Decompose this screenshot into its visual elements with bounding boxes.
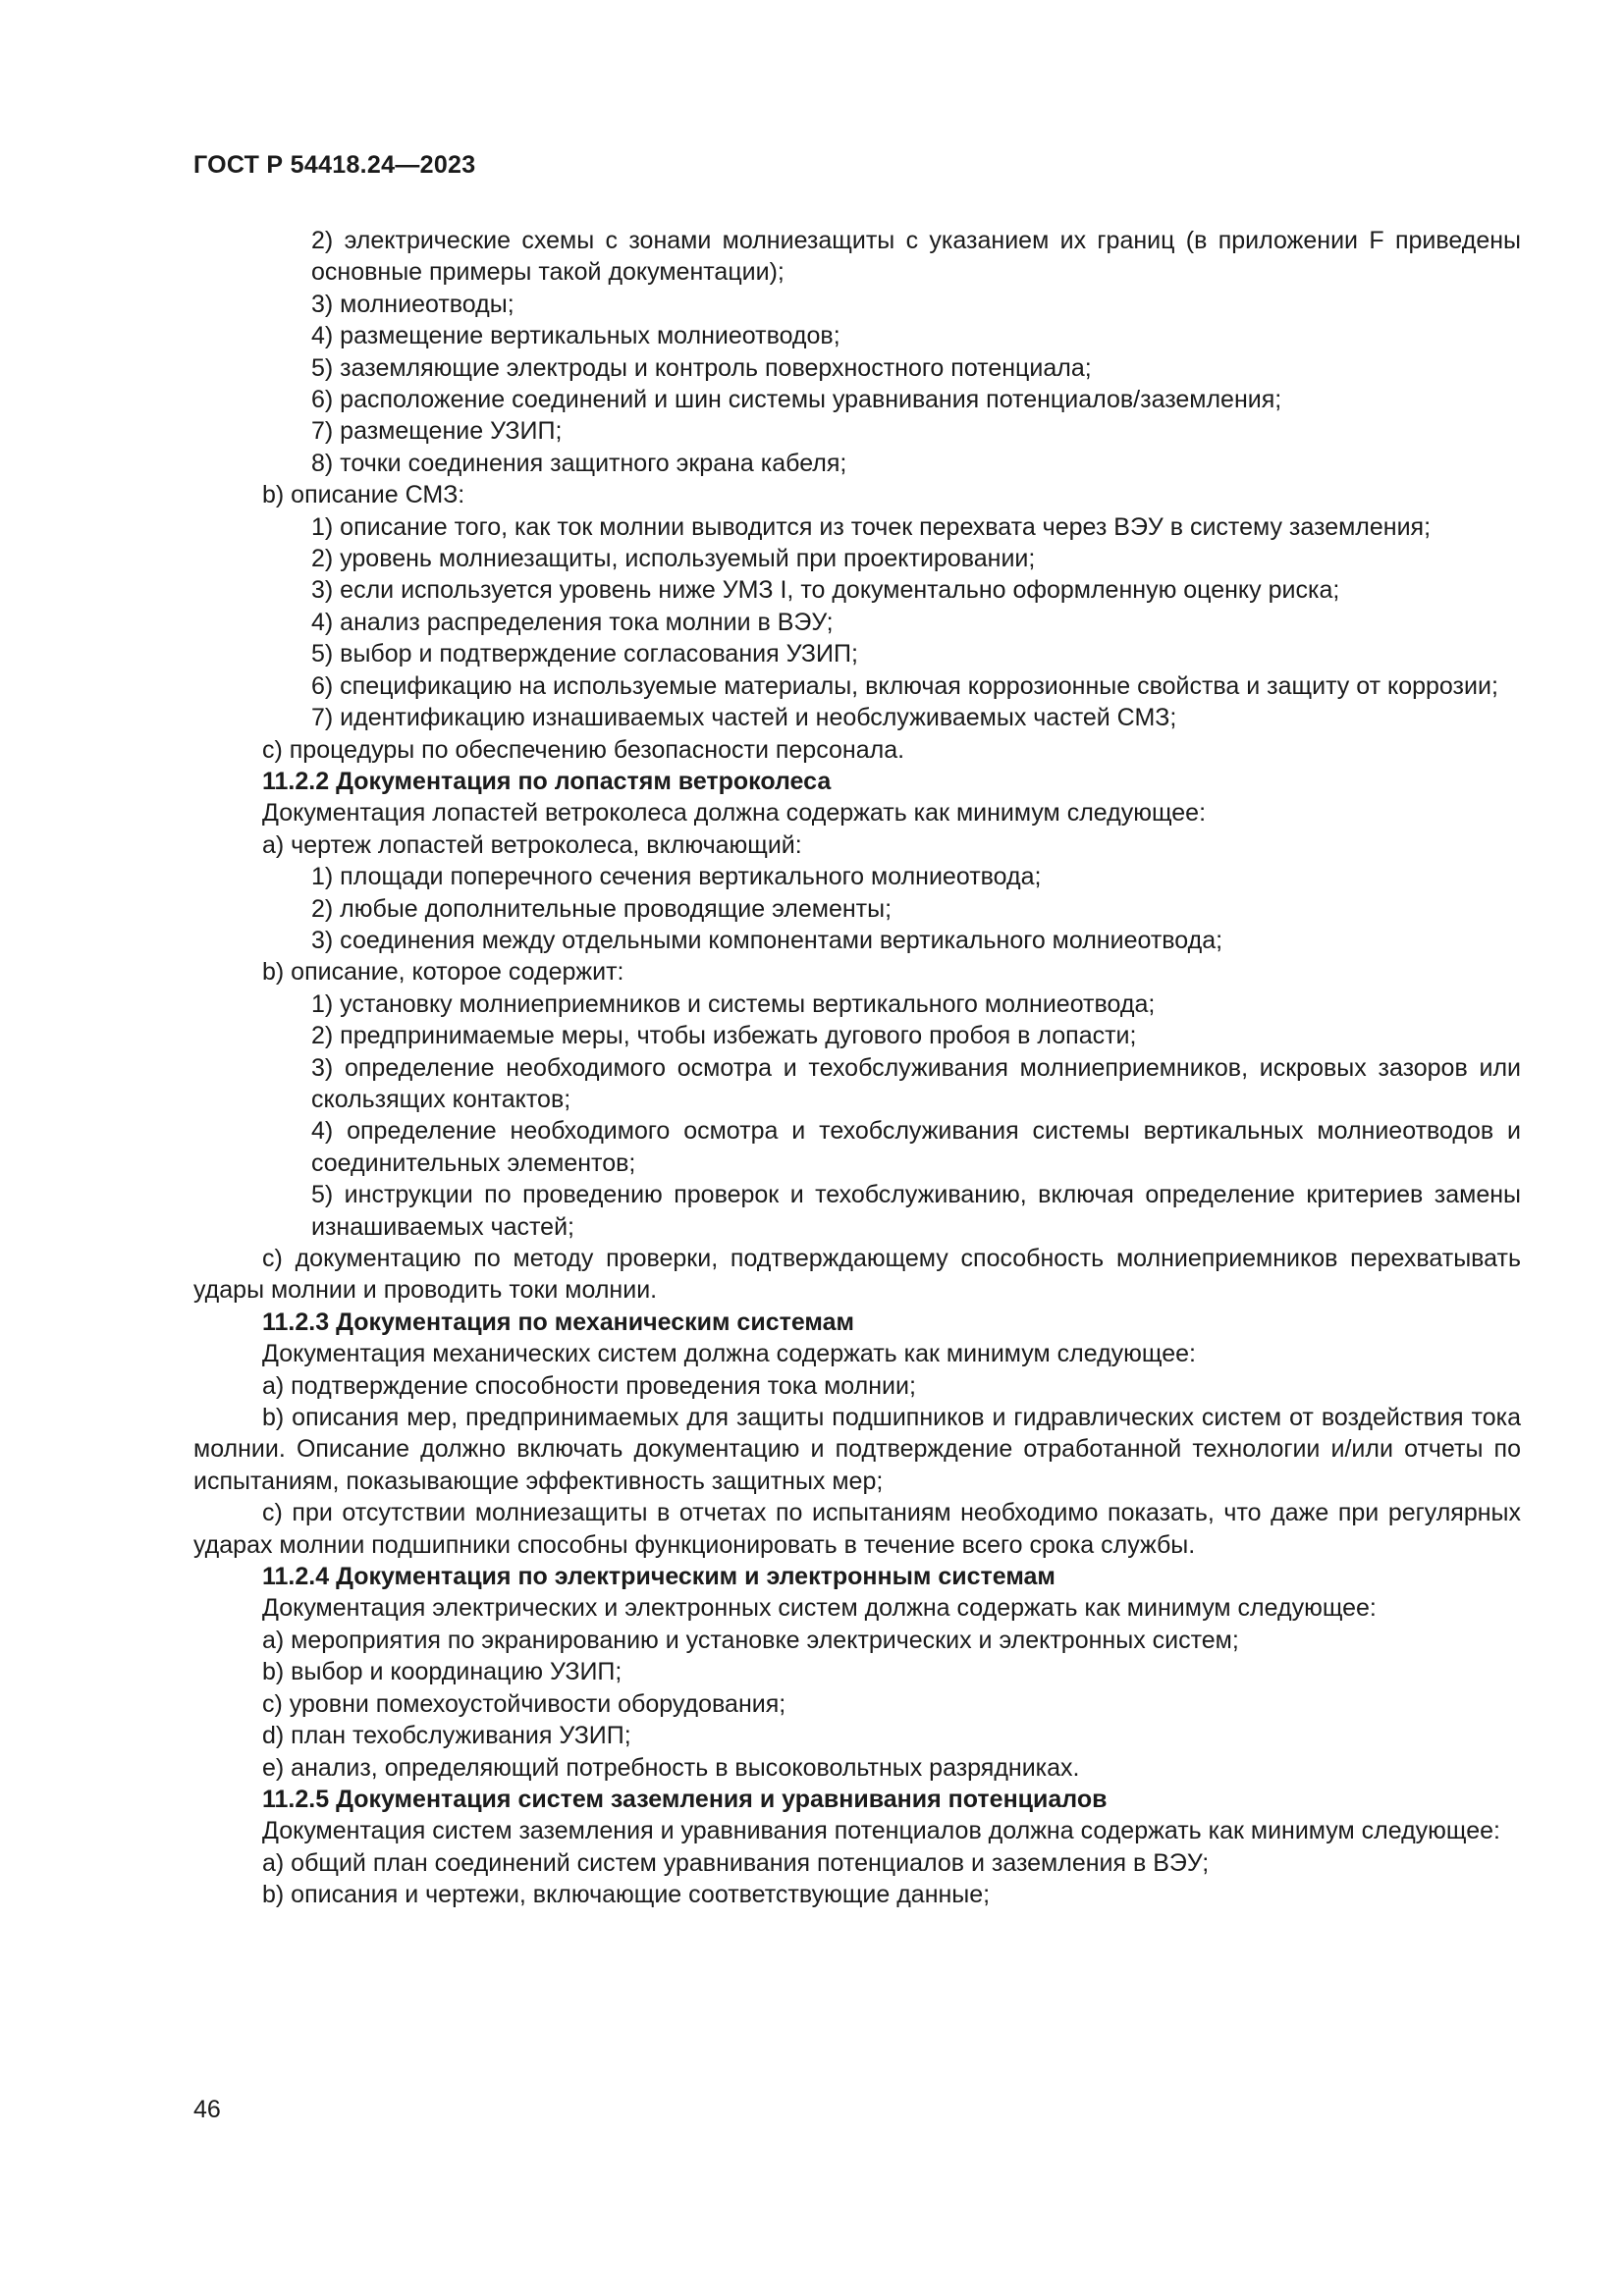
paragraph: с) процедуры по обеспечению безопасности персонала.: [262, 735, 905, 764]
document-body: [193, 225, 1521, 1911]
paragraph: 3) определение необходимого осмотра и техобслуживания молниеприемников, искровых зазоров или скользящих контактов;: [311, 1053, 1521, 1113]
paragraph: 3) соединения между отдельными компонентами вертикального молниеотвода;: [311, 926, 1223, 954]
paragraph: b) описания мер, предпринимаемых для защиты подшипников и гидравлических систем от воздействия тока молнии. Описание должно включать документацию и подтверждение отработанной технологии и/или отчеты по испытаниям, показывающие эффективность защитных мер;: [193, 1404, 1521, 1495]
paragraph: а) мероприятия по экранированию и установке электрических и электронных систем;: [262, 1626, 1239, 1654]
paragraph: Документация электрических и электронных систем должна содержать как минимум следующее:: [262, 1594, 1377, 1623]
paragraph: 2) электрические схемы с зонами молниезащиты с указанием их границ (в приложении F приведены основные примеры такой документации);: [311, 227, 1521, 287]
paragraph: с) документацию по методу проверки, подтверждающему способность молниеприемников перехватывать удары молнии и проводить токи молнии.: [193, 1245, 1521, 1305]
paragraph: 1) установку молниеприемников и системы вертикального молниеотвода;: [311, 989, 1156, 1018]
paragraph: Документация систем заземления и уравнивания потенциалов должна содержать как минимум следующее:: [262, 1817, 1500, 1845]
section-heading: 11.2.3 Документация по механическим системам: [262, 1308, 854, 1336]
paragraph: b) выбор и координацию УЗИП;: [262, 1658, 623, 1686]
paragraph: е) анализ, определяющий потребность в высоковольтных разрядниках.: [262, 1753, 1080, 1782]
paragraph: 2) предпринимаемые меры, чтобы избежать дугового пробоя в лопасти;: [311, 1022, 1137, 1050]
paragraph: 3) если используется уровень ниже УМЗ I, то документально оформленную оценку риска;: [311, 576, 1340, 605]
paragraph: с) уровни помехоустойчивости оборудования;: [262, 1689, 786, 1718]
paragraph: с) при отсутствии молниезащиты в отчетах по испытаниям необходимо показать, что даже при регулярных ударах молнии подшипники способны функционировать в течение всего срока службы.: [193, 1499, 1521, 1559]
page-number: 46: [193, 2096, 221, 2123]
paragraph: 5) заземляющие электроды и контроль поверхностного потенциала;: [311, 353, 1092, 382]
paragraph: 4) размещение вертикальных молниеотводов;: [311, 322, 840, 350]
paragraph: b) описания и чертежи, включающие соответствующие данные;: [262, 1881, 991, 1909]
paragraph: 5) выбор и подтверждение согласования УЗИП;: [311, 640, 858, 668]
document-header: ГОСТ Р 54418.24—2023: [193, 151, 476, 179]
paragraph: b) описание СМЗ:: [262, 481, 465, 509]
paragraph: 3) молниеотводы;: [311, 290, 514, 318]
section-heading: 11.2.5 Документация систем заземления и уравнивания потенциалов: [262, 1785, 1108, 1813]
paragraph: 2) любые дополнительные проводящие элементы;: [311, 894, 893, 923]
paragraph: 1) описание того, как ток молнии выводится из точек перехвата через ВЭУ в систему заземления;: [311, 512, 1432, 541]
paragraph: Документация механических систем должна содержать как минимум следующее:: [262, 1340, 1196, 1368]
paragraph: 1) площади поперечного сечения вертикального молниеотвода;: [311, 863, 1042, 891]
section-heading: 11.2.2 Документация по лопастям ветроколеса: [262, 767, 832, 795]
paragraph: 8) точки соединения защитного экрана кабеля;: [311, 449, 847, 477]
paragraph: а) чертеж лопастей ветроколеса, включающий:: [262, 830, 802, 859]
paragraph: b) описание, которое содержит:: [262, 958, 624, 987]
paragraph: а) подтверждение способности проведения тока молнии;: [262, 1371, 916, 1400]
paragraph: 2) уровень молниезащиты, используемый при проектировании;: [311, 545, 1036, 573]
paragraph: а) общий план соединений систем уравнивания потенциалов и заземления в ВЭУ;: [262, 1848, 1210, 1877]
paragraph: 7) размещение УЗИП;: [311, 417, 563, 446]
paragraph: 5) инструкции по проведению проверок и техобслуживанию, включая определение критериев замены изнашиваемых частей;: [311, 1181, 1521, 1241]
paragraph: 7) идентификацию изнашиваемых частей и необслуживаемых частей СМЗ;: [311, 704, 1177, 732]
paragraph: Документация лопастей ветроколеса должна содержать как минимум следующее:: [262, 799, 1207, 828]
paragraph: 4) определение необходимого осмотра и техобслуживания системы вертикальных молниеотводов и соединительных элементов;: [311, 1117, 1521, 1177]
paragraph: d) план техобслуживания УЗИП;: [262, 1722, 631, 1750]
paragraph: 4) анализ распределения тока молнии в ВЭУ;: [311, 608, 834, 636]
paragraph: 6) спецификацию на используемые материалы, включая коррозионные свойства и защиту от коррозии;: [311, 671, 1498, 700]
paragraph: 6) расположение соединений и шин системы уравнивания потенциалов/заземления;: [311, 386, 1282, 414]
section-heading: 11.2.4 Документация по электрическим и электронным системам: [262, 1563, 1056, 1591]
